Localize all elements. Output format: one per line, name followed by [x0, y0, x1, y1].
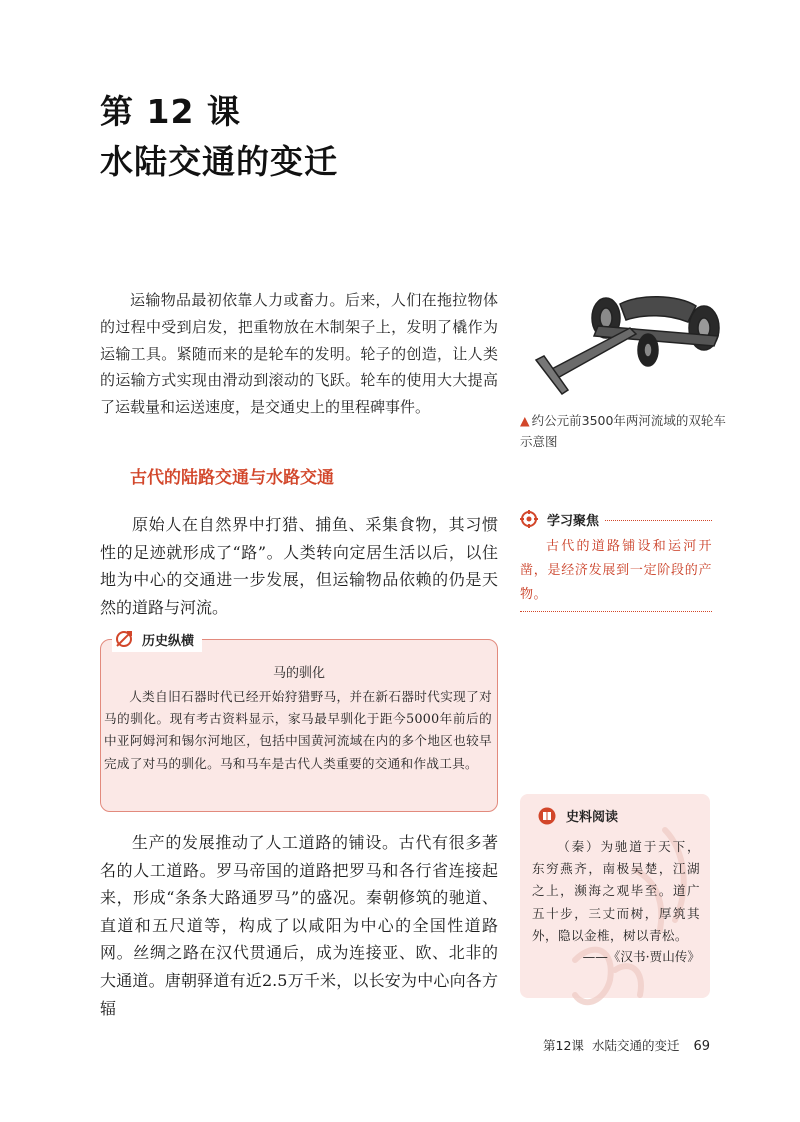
- source-citation: ——《汉书·贾山传》: [582, 949, 700, 964]
- figure-caption: [520, 410, 732, 452]
- footer-lesson-title: 水陆交通的变迁: [591, 1038, 680, 1053]
- dotted-divider: [605, 520, 712, 521]
- study-focus-box: [520, 508, 712, 612]
- figure-caption-text: 约公元前3500年两河流域的双轮车示意图: [520, 413, 726, 449]
- section-heading: 古代的陆路交通与水路交通: [130, 468, 334, 488]
- book-icon: [538, 807, 556, 825]
- page-number: 69: [693, 1039, 710, 1054]
- history-panorama-tab: [112, 626, 202, 652]
- section-paragraph-1: 原始人在自然界中打猎、捕鱼、采集食物，其习惯性的足迹就形成了“路”。人类转向定居生活以后，以住地为中心的交通进一步发展，但运输物品依赖的仍是天然的道路与河流。: [100, 515, 498, 617]
- triangle-marker-icon: ▲: [520, 413, 530, 428]
- study-focus-header: [520, 508, 712, 530]
- target-icon: [520, 510, 538, 528]
- page-footer: [543, 1036, 710, 1054]
- history-box-title: 马的驯化: [272, 666, 325, 681]
- intro-paragraph: 运输物品最初依靠人力或畜力。后来，人们在拖拉物体的过程中受到启发，把重物放在木制架子上，发明了橇作为运输工具。紧随而来的是轮车的发明。轮子的创造，让人类的运输方式实现由滑动到滚动的飞跃。轮车的使用大大提高了运载量和运送速度，是交通史上的里程碑事件。: [100, 291, 498, 417]
- source-reading-label: 史料阅读: [566, 810, 619, 825]
- study-focus-text: 古代的道路铺设和运河开凿，是经济发展到一定阶段的产物。: [520, 539, 712, 602]
- study-focus-label: 学习聚焦: [547, 513, 600, 529]
- two-wheeled-cart-illustration: [528, 276, 748, 406]
- source-reading-body: （秦）为驰道于天下，东穷燕齐，南极吴楚，江湖之上，濒海之观毕至。道广五十步，三丈而树，厚筑其外，隐以金椎，树以青松。: [532, 839, 700, 943]
- history-box-body: 人类自旧石器时代已经开始狩猎野马，并在新石器时代实现了对马的驯化。现有考古资料显示，家马最早驯化于距今5000年前后的中亚阿姆河和锡尔河地区，包括中国黄河流域在内的多个地区也较早完成了对马的驯化。马和马车是古代人类重要的交通和作战工具。: [104, 689, 492, 771]
- history-panorama-label: 历史纵横: [142, 633, 195, 649]
- footer-lesson-ref: 第12课: [543, 1038, 584, 1053]
- compass-swirl-icon: [114, 629, 134, 649]
- source-reading-header: [538, 806, 618, 825]
- lesson-title: 水陆交通的变迁: [100, 142, 338, 181]
- lesson-number: 第 12 课: [100, 92, 241, 131]
- dotted-divider-bottom: [520, 611, 712, 612]
- section-paragraph-2: 生产的发展推动了人工道路的铺设。古代有很多著名的人工道路。罗马帝国的道路把罗马和各行省连接起来，形成“条条大路通罗马”的盛况。秦朝修筑的驰道、直道和五尺道等，构成了以咸阳为中心的全国性道路网。丝绸之路在汉代贯通后，成为连接亚、欧、北非的大通道。唐朝驿道有近2.5万千米，以长安为中心向各方辐: [100, 833, 498, 1018]
